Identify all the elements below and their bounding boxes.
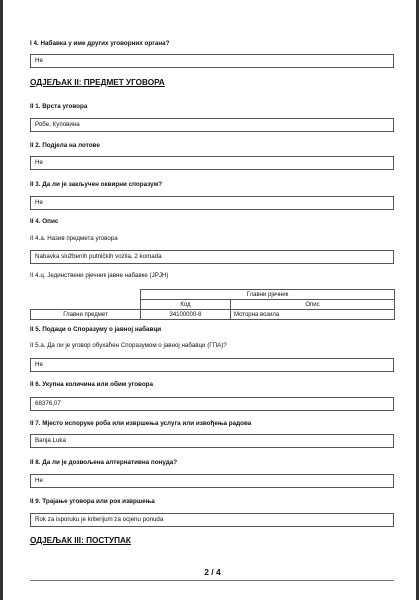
- question-ii3-value: Не: [30, 196, 394, 210]
- cpv-col-code-header: Код: [141, 300, 231, 310]
- question-ii2-label: II 2. Подјела на лотове: [30, 142, 100, 149]
- question-ii1-value: Робе, Куповина: [30, 118, 394, 132]
- cpv-table: [30, 289, 395, 320]
- question-ii9-value: Rok za isporuku je kriterijum za ocjenu ponuda: [30, 513, 394, 527]
- question-ii5a-label: II 5.a. Да ли је уговор обухаћен Споразумом о јавној набавци (ГПА)?: [30, 342, 227, 349]
- question-ii4a-value: Nabavka službenih putničkih vozila, 2 komada: [30, 250, 394, 264]
- footer-divider: [30, 580, 394, 581]
- cpv-table-empty-cell: [31, 300, 141, 310]
- question-ii6-value: 68376,07: [30, 397, 394, 411]
- question-ii9-label: II 9. Трајање уговора или рок извршења: [30, 498, 155, 505]
- question-ii5a-value: Не: [30, 358, 394, 372]
- question-ii3-label: II 3. Да ли је закључен оквирни споразум?: [30, 181, 163, 188]
- cpv-table-empty-cell: [31, 290, 141, 300]
- section-iii-title: ОДЈЕЉАК III: ПОСТУПАК: [30, 536, 131, 545]
- question-ii8-value: Не: [30, 474, 394, 488]
- question-ii7-label: II 7. Мјесто испоруке роба или извршења услуга или извођења радова: [30, 420, 252, 427]
- cpv-code-cell: 34100000-8: [141, 310, 231, 320]
- cpv-col-desc-header: Опис: [231, 300, 395, 310]
- page-number: 2 / 4: [204, 567, 221, 577]
- question-ii2-value: Не: [30, 156, 394, 170]
- cpv-group-header: Главни рјечник: [141, 290, 395, 300]
- question-ii4-label: II 4. Опис: [30, 218, 59, 225]
- question-ii4a-label: II 4.a. Назив предмета уговора: [30, 235, 118, 242]
- question-i4-value: Не: [30, 54, 394, 68]
- question-ii1-label: II 1. Врста уговора: [30, 103, 88, 110]
- cpv-desc-cell: Моторна возила: [231, 310, 395, 320]
- question-ii8-label: II 8. Да ли је дозвољена алтернативна понуда?: [30, 459, 178, 466]
- question-ii6-label: II 6. Укупна количина или обим уговора: [30, 381, 154, 388]
- question-ii5-label: II 5. Подаци о Споразуму о јавној набавци: [30, 326, 162, 333]
- question-ii4c-label: II 4.ц. Јединствени рјечник јавне набавке (ЈРЈН): [30, 272, 169, 279]
- question-ii7-value: Banja Luka: [30, 434, 394, 448]
- section-ii-title: ОДЈЕЉАК II: ПРЕДМЕТ УГОВОРА: [30, 78, 165, 87]
- question-i4-label: I 4. Набавка у име других уговорних органа?: [30, 40, 170, 47]
- cpv-row-label: Главни предмет: [31, 310, 141, 320]
